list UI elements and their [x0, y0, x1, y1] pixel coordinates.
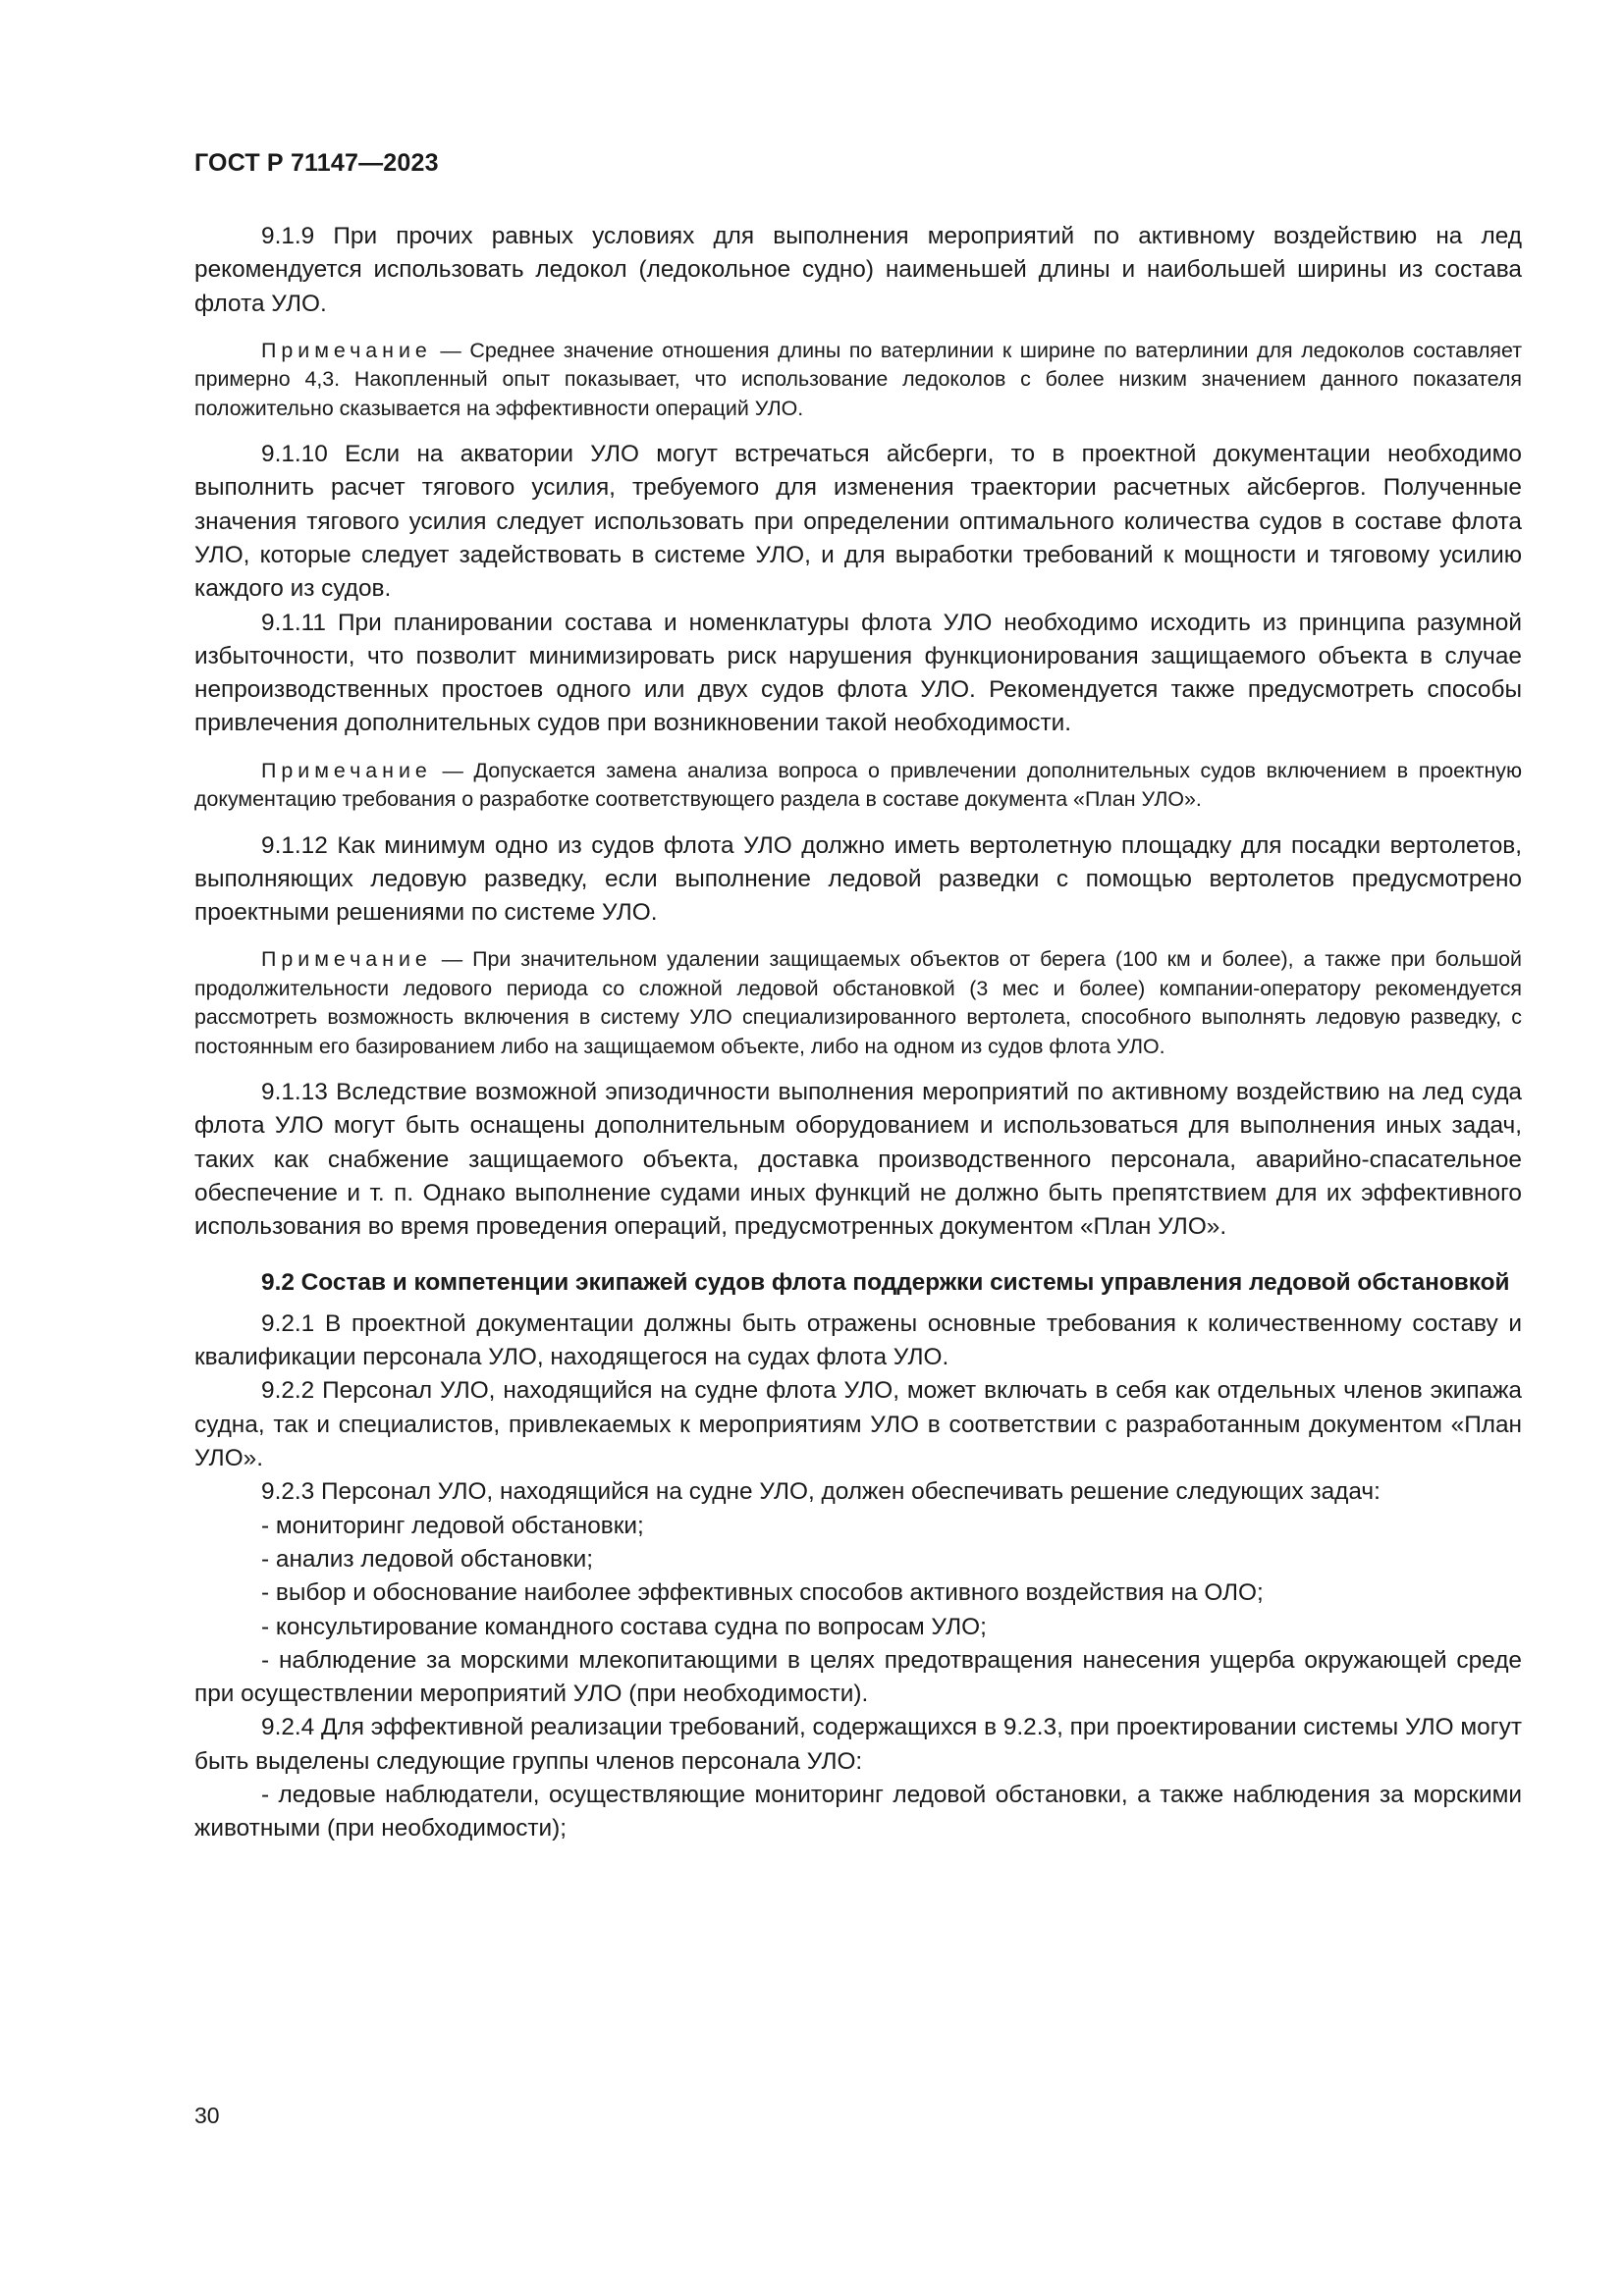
- document-header: ГОСТ Р 71147—2023: [194, 149, 439, 177]
- list-item: - консультирование командного состава судна по вопросам УЛО;: [261, 1613, 987, 1640]
- list-item: - ледовые наблюдатели, осуществляющие мониторинг ледовой обстановки, а также наблюдения за морскими животными (при необходимости);: [194, 1782, 1522, 1842]
- document-body: [194, 220, 1522, 1846]
- list-item: - наблюдение за морскими млекопитающими в целях предотвращения нанесения ущерба окружающей среде при осуществлении мероприятий УЛО (при необходимости).: [194, 1646, 1522, 1708]
- page-number: 30: [194, 2103, 220, 2128]
- note-label: Примечание: [261, 947, 432, 972]
- section-heading-9-2: 9.2 Состав и компетенции экипажей судов флота поддержки системы управления ледовой обстановкой: [261, 1268, 1510, 1296]
- list-item: - выбор и обоснование наиболее эффективных способов активного воздействия на ОЛО;: [261, 1579, 1264, 1607]
- list-item: - мониторинг ледовой обстановки;: [261, 1512, 644, 1539]
- paragraph-9-1-12: 9.1.12 Как минимум одно из судов флота УЛО должно иметь вертолетную площадку для посадки вертолетов, выполняющих ледовую разведку, если выполнение ледовой разведки с помощью вертолетов предусмотрено проектными решениями по системе УЛО.: [194, 831, 1522, 927]
- note-1: [194, 337, 1522, 423]
- paragraph-9-1-10: 9.1.10 Если на акватории УЛО могут встречаться айсберги, то в проектной документации необходимо выполнить расчет тягового усилия, требуемого для изменения траектории расчетных айсбергов. Полученные значения тягового усилия следует использовать при определении оптимального количества судов в составе флота УЛО, которые следует задействовать в системе УЛО, и для выработки требований к мощности и тяговому усилию каждого из судов.: [194, 441, 1522, 603]
- paragraph-9-2-1: 9.2.1 В проектной документации должны быть отражены основные требования к количественному составу и квалификации персонала УЛО, находящегося на судах флота УЛО.: [194, 1309, 1522, 1371]
- document-page: [194, 0, 1522, 2296]
- note-label: Примечание: [261, 758, 432, 782]
- paragraph-9-1-11: 9.1.11 При планировании состава и номенклатуры флота УЛО необходимо исходить из принципа разумной избыточности, что позволит минимизировать риск нарушения функционирования защищаемого объекта в случае непроизводственных простоев одного или двух судов флота УЛО. Рекомендуется также предусмотреть способы привлечения дополнительных судов при возникновении такой необходимости.: [194, 609, 1522, 737]
- paragraph-9-2-3: 9.2.3 Персонал УЛО, находящийся на судне УЛО, должен обеспечивать решение следующих задач:: [261, 1478, 1380, 1506]
- paragraph-9-2-2: 9.2.2 Персонал УЛО, находящийся на судне флота УЛО, может включать в себя как отдельных членов экипажа судна, так и специалистов, привлекаемых к мероприятиям УЛО в соответствии с разработанным документом «План УЛО».: [194, 1377, 1522, 1472]
- note-label: Примечание: [261, 338, 432, 362]
- note-text: — Среднее значение отношения длины по ватерлинии к ширине по ватерлинии для ледоколов составляет примерно 4,3. Накопленный опыт показывает, что использование ледоколов с более низким значением данного показателя положительно сказывается на эффективности операций УЛО.: [194, 338, 1522, 420]
- note-text: — Допускается замена анализа вопроса о привлечении дополнительных судов включением в проектную документацию требования о разработке соответствующего раздела в составе документа «План УЛО».: [194, 758, 1522, 812]
- paragraph-9-1-9: 9.1.9 При прочих равных условиях для выполнения мероприятий по активному воздействию на лед рекомендуется использовать ледокол (ледокольное судно) наименьшей длины и наибольшей ширины из состава флота УЛО.: [194, 223, 1522, 317]
- paragraph-9-1-13: 9.1.13 Вследствие возможной эпизодичности выполнения мероприятий по активному воздействию на лед суда флота УЛО могут быть оснащены дополнительным оборудованием и использоваться для выполнения иных задач, таких как снабжение защищаемого объекта, доставка производственного персонала, аварийно-спасательное обеспечение и т. п. Однако выполнение судами иных функций не должно быть препятствием для их эффективного использования во время проведения операций, предусмотренных документом «План УЛО».: [194, 1079, 1522, 1241]
- list-item: - анализ ледовой обстановки;: [261, 1545, 594, 1573]
- paragraph-9-2-4: 9.2.4 Для эффективной реализации требований, содержащихся в 9.2.3, при проектировании системы УЛО могут быть выделены следующие группы членов персонала УЛО:: [194, 1714, 1522, 1775]
- note-3: [194, 945, 1522, 1061]
- note-text: — При значительном удалении защищаемых объектов от берега (100 км и более), а также при большой продолжительности ледового периода со сложной ледовой обстановкой (3 мес и более) компании-оператору рекомендуется рассмотреть возможность включения в систему УЛО специализированного вертолета, способного выполнять ледовую разведку, с постоянным его базированием либо на защищаемом объекте, либо на одном из судов флота УЛО.: [194, 947, 1522, 1058]
- note-2: [194, 757, 1522, 815]
